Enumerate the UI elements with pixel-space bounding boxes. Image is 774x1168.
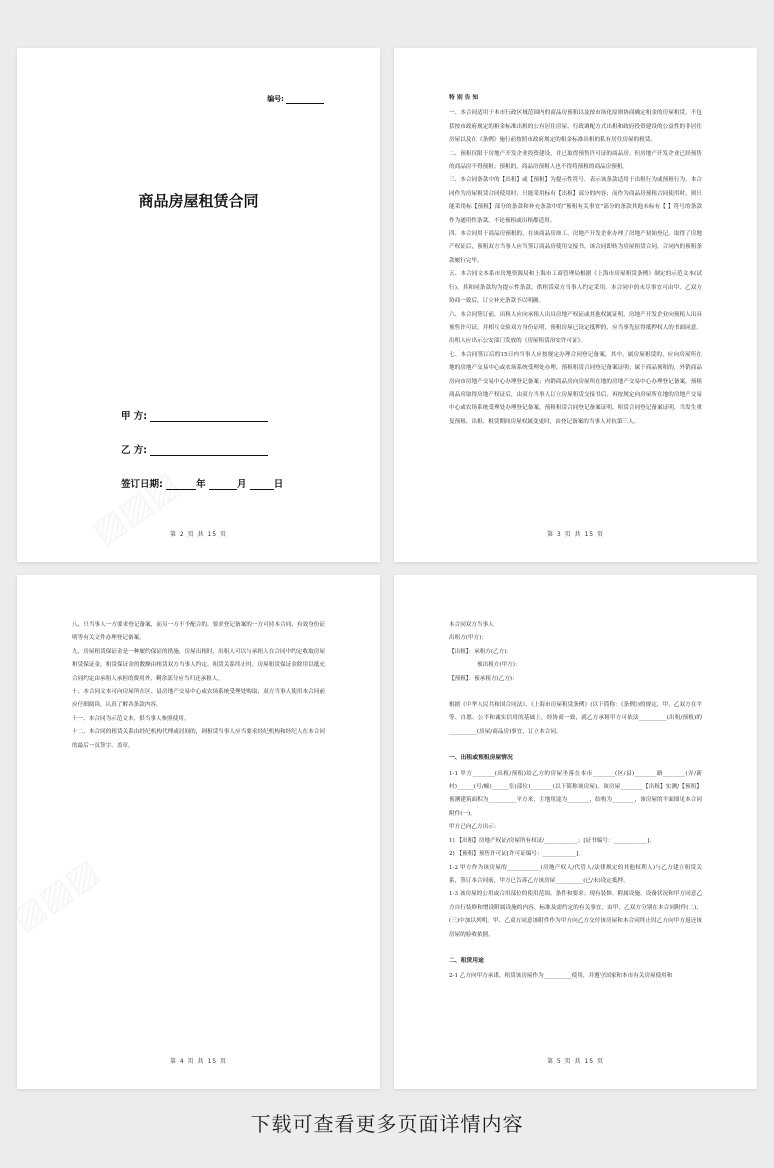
page-footer: 第 2 页 共 15 页 — [170, 531, 227, 538]
party-line: 【出租】：承租方(乙方)： — [449, 648, 513, 655]
paragraph: 1-2 甲方作为该房屋的____________(房地产权人/代管人/法律规定的其他权利人)与乙方建立租赁关系，签订本合同前，甲方已告诉乙方该房屋__________(已/未)设定抵押。 — [449, 864, 702, 884]
page-footer: 第 5 页 共 15 页 — [547, 1058, 604, 1065]
day-label: 日 — [273, 479, 284, 490]
paragraph: 八、只当事人一方要求登记备案，而另一方不予配合的，要求登记备案的一方可持本合同、有效身份证明等有关文件办理登记备案。 — [72, 622, 325, 642]
party-line: 本合同双方当事人 — [449, 622, 494, 628]
year-label: 年 — [196, 479, 206, 490]
paragraph: 五、本合同文本系市房地资源局和上海市工商管理局根据《上海市房屋租赁条例》制定的示范文本(试行)，其和同条款均为提示性条款，供租赁双方当事人约定采用。本合同中的未尽事宜可由甲、乙双方协商一致后，订立补充条款予以明确。 — [449, 271, 702, 305]
sign-date-field — [121, 476, 283, 490]
document-page-contract-body — [394, 575, 757, 1089]
party-line: 出租方(甲方)： — [449, 635, 487, 642]
intro-paragraph: 根据《中华人民共和国合同法》、《上海市房屋租赁条例》(以下简称：《条例》)的规定，甲、乙双方在平等、自愿、公平和诚实信用的基础上，经协商一致，就乙方承租甲方可依法__________(出租/预租)的__________(房屋/商品房)事宜，订立本合同。 — [449, 702, 702, 735]
paragraph: 1-3 该房屋的公用或合用部位的使用范围、条件和要求；现有装修、附属设施、设备状况和甲方同意乙方自行装修和增设附属设施的内容、标准及需约定的有关事宜，由甲、乙双方分别在本合同附件(二)、(三)中加以列明。甲、乙双方同意该附件作为甲方向乙方交付该房屋和本合同终止时乙方向甲方返还该房屋的验收依据。 — [449, 891, 702, 938]
section-heading: 一、出租或预租房屋情况 — [449, 755, 513, 762]
contract-number-field — [267, 94, 324, 104]
notice-text-continued — [72, 619, 325, 753]
party-b-label: 乙 方: — [121, 445, 148, 456]
party-line: 【预租】：预承租方(乙方)： — [449, 675, 518, 682]
party-b-line — [150, 445, 268, 456]
paragraph: 三、本合同条款中的【出租】或【预租】为提示性符号，表示该条款适用于出租行为或预租行为。本合同作为房屋租赁合同使用时，只能采用标有【出租】部分的内容；而作为商品房预租合同使用时，则只能采用标【预租】部分的条款和补充条款中的“预租有关事宜”部分的条款其他未标有【 】符号的条款作为通用性条款，不论预租或出租都适用。 — [449, 177, 702, 224]
month-line — [209, 479, 237, 490]
notice-heading: 特 别 告 知 — [449, 95, 479, 101]
year-line — [166, 479, 196, 490]
page-footer: 第 3 页 共 15 页 — [547, 531, 604, 538]
paragraph: 四、本合同用于商品房预租的，在该商品房竣工，房地产开发企业办理了房地产初始登记，取得了房地产权证后，预租双方当事人应当签订商品房使用交接书，该合同即转为房屋租赁合同，合同内的预租条款履行完毕。 — [449, 231, 702, 264]
party-line: 预出租方(甲方)： — [477, 662, 521, 669]
download-caption: 下载可查看更多页面详情内容 — [250, 1112, 524, 1136]
document-page-notice — [394, 48, 757, 562]
document-page-cover — [17, 48, 380, 562]
watermark — [17, 851, 106, 939]
paragraph: 十、本合同文本可向房屋所在区、县房地产交易中心或农场系统受理处购取，双方当事人使用本合同前应仔细阅读，认真了解各条款内容。 — [72, 689, 325, 709]
paragraph: 二、预租仅限于房地产开发企业投资建设，并已取得预售许可证的商品房。但房地产开发企业已经预售的商品房不得预租；预租的，商品房预租人也不得将预租的商品房预租。 — [449, 150, 702, 171]
document-page-notice-continued — [17, 575, 380, 1089]
paragraph: 1-1 甲方________(出租/预租)给乙方的房屋坐落在本市________(区/县)________路________(弄/新村)______(号/幢)______室(部位)________(以下简称该房屋)。该房屋________【出租】实测/【预租】预测建筑面积为__________平方米，主地用途为________，结构为________，该房屋的平面图见本合同附件(一)。 — [449, 770, 702, 817]
paragraph: 七、本合同签订后的15日内当事人应按规定办理合同登记备案，其中，属房屋租赁的，应向房屋所在地的房地产交易中心或农场系统受理处办理，预租租赁合同登记备案证明；属于商品预租的，外销商品房向市房地产交易中心办理登记备案；内销商品房向房屋所在地的房地产交易中心办理登记备案。预租商品房取得房地产权证后，由双方当事人订立房屋租赁交接书后，再按规定向房屋所在地的房地产交易中心或农场系统受理处办理登记备案，预租租赁合同登记备案证明、租赁合同登记备案证明，当发生重复预租、出租、租赁期间房屋权属变更时，由登记备案的当事人对抗第三人。 — [449, 351, 702, 425]
contract-number-label: 编号: — [267, 95, 284, 103]
paragraph: 一、本合同适用于本市行政区域范围内的商品房预租以及按市场化原则协商确定租金的房屋租赁。不包括按市政府规定的租金标准出租的公有居住房屋、行政调配方式出租和政府投资建设的公益性的非居住房屋以及在《条例》施行前按照市政府规定的租金标准出租的私有居住房屋的租赁。 — [449, 110, 702, 144]
party-a-field — [121, 408, 268, 422]
party-a-line — [150, 411, 268, 422]
paragraph: 十二、本合同的租赁关系由经纪机构代理或居间的，则租赁当事人应当要求经纪机构和经纪人在本合同的最后一页签字、盖章。 — [72, 729, 325, 749]
paragraph: 十一、本合同为示范文本，供当事人参照使用。 — [72, 715, 190, 722]
paragraph: 甲方已向乙方出示： — [449, 824, 500, 831]
page-footer: 第 4 页 共 15 页 — [170, 1058, 227, 1065]
paragraph: 九、房屋租赁保证金是一种履约保证的措施，房屋出租时，出租人可以与承租人在合同中约定收取房屋租赁保证金。租赁保证金的数额由租赁双方当事人约定，租赁关系终止时，房屋租赁保证金除用以抵充合同约定由承租人承担的费用外，剩余部分应当归还承租人。 — [72, 648, 325, 682]
party-b-field — [121, 442, 268, 456]
section-heading: 二、租赁用途 — [449, 957, 484, 964]
paragraph: 2) 【预租】预售许可证[许可证编号：____________]。 — [449, 851, 584, 858]
paragraph: 2-1 乙方向甲方承诺，租赁该房屋作为__________使用，并遵守国家和本市有关房屋使用和 — [449, 973, 673, 980]
party-a-label: 甲 方: — [121, 411, 148, 422]
paragraph: 六、本合同签订前，出租人应向承租人出具房地产权证或其他权属证明，房地产开发企业向预租人出具预售许可证，并相互交验双方身份证明，预租房屋已设定抵押的，应当事先征得抵押权人的书面同意。出租人应出示公安部门发放的《房屋租赁治安许可证》。 — [449, 311, 702, 345]
paragraph: 1) 【出租】房地产权证/房屋所有权证/____________；[证书编号：____________]。 — [449, 837, 655, 844]
page-title: 商品房屋租赁合同 — [138, 192, 259, 210]
sign-date-label: 签订日期: — [121, 479, 163, 490]
contract-number-line — [286, 96, 324, 104]
month-label: 月 — [236, 479, 247, 490]
contract-body-text — [449, 619, 702, 984]
notice-text — [449, 92, 702, 429]
day-line — [250, 479, 274, 490]
